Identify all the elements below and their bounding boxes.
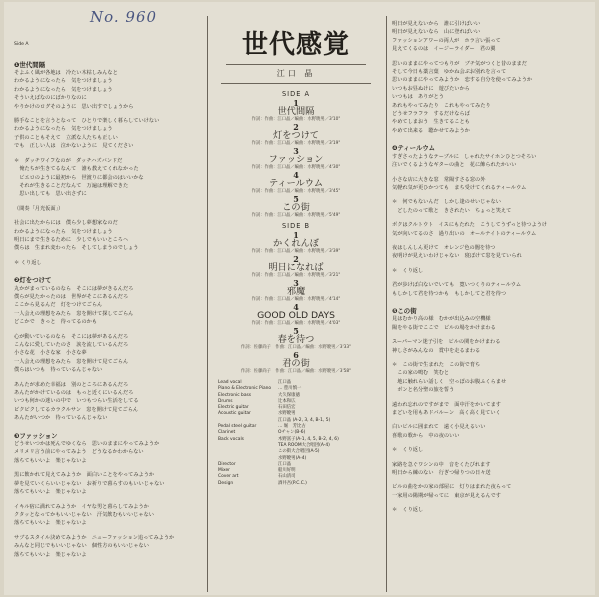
credit-name: … 豊川慎一 xyxy=(278,386,302,392)
lyric-line: ＊ 何でもないんだ しかし逢のせいじゃない xyxy=(392,199,501,206)
track-number: 2 xyxy=(293,254,299,264)
song-gap xyxy=(14,559,200,565)
song-gap xyxy=(392,135,582,141)
lyric-line: どしたのって歌と きされたい ちょっと笑えて xyxy=(392,207,512,214)
lyric-line: 社会に出たからには 僕ら少し夢想家なのだ xyxy=(14,220,118,227)
side-b-tracklist xyxy=(212,232,380,374)
right-lyrics-column xyxy=(392,20,582,590)
catalog-number-stamp: No. 960 xyxy=(90,8,158,26)
credit-role: Piano & Electronic Piano xyxy=(218,386,272,392)
credit-name: 辻本和広 xyxy=(278,398,296,404)
lyric-line: 一人会えの理想をみたら 窓を開けて探してごらん xyxy=(14,310,134,317)
lyric-line: 小さな花 小さな家 小さな夢 xyxy=(14,350,87,357)
track-credit: 作詞：作曲：江口晶／編曲：水野暁男／4'03" xyxy=(251,321,341,326)
credit-name: … 堀 芳比古 xyxy=(278,424,306,430)
credit-role: Drums xyxy=(218,398,233,404)
song-heading: ❺この街 xyxy=(392,306,417,315)
track-credit: 作詞：作曲：江口晶／編曲：水野暁男／3'19" xyxy=(251,141,341,146)
track-credit: 作詞：作曲：江口晶／編曲：水野暁男／4'14" xyxy=(251,297,341,302)
lyric-line: あんたがいつか 待っているんじゃない xyxy=(14,415,108,422)
song-heading: ❶世代間隔 xyxy=(14,60,45,69)
lyric-line: やめて出来る 聴かせてみようか xyxy=(392,127,470,134)
lyric-line: やりかけのログそのように 思い出すでしょうから xyxy=(14,103,134,110)
lyric-line: 夜明けが見えいわけじゃない 寝ぼけて窓を見ていられ xyxy=(392,253,522,260)
lyric-line: 君が歩けば白ないでいても 寛いつくりのティールウム xyxy=(392,282,522,289)
track-title: 世代間隔 xyxy=(277,106,315,117)
lyric-line: 落ちてもいいよ 楽じゃないよ xyxy=(14,551,87,558)
track-title: 明日になれば xyxy=(268,262,324,273)
track-item xyxy=(212,304,380,326)
lyric-line: ボンと名分聖の旅を誓う xyxy=(392,387,455,394)
lyric-line: ＊ くり返し xyxy=(392,447,424,454)
lyric-line: 見はむかり高の様 むかが出込みの空機様 xyxy=(392,316,491,323)
credit-row xyxy=(218,481,380,487)
lyric-line: すぎさったようなテーブルに しゃれたサイホンひとつそろい xyxy=(392,153,537,160)
lyric-line: ＊ ダッチワイフなのが ダッチハズバンドだ xyxy=(14,157,123,164)
lyric-line: ＊ この街で生まれた この街で育ち xyxy=(392,362,481,368)
lyric-line: 陽をやる街でここで ビルの場をかけまわる xyxy=(392,324,496,331)
lyric-line: 気が向いてるのさ 過り出いの オールナイトのティールウム xyxy=(392,230,537,237)
lyric-line: 夜はしんしん更けて オレンジ色の闇を待つ xyxy=(392,244,496,251)
lyric-line: 小さな店に大きな窓 常陽すさる窓の外 xyxy=(392,176,486,183)
track-title: ファッション xyxy=(268,154,324,165)
credit-name: 江口晶 xyxy=(278,380,292,385)
lyric-line: ビルの曲をかの家の部屋に 灯りはまれた夜らって xyxy=(392,484,512,491)
artist-name: 江口 晶 xyxy=(276,69,316,78)
track-number: 3 xyxy=(293,146,299,156)
track-number: 1 xyxy=(293,98,299,108)
lyric-line: 僕らは 生まれ変わったら そしてしまうのでしょう xyxy=(14,245,139,252)
lyric-line: みんなと同じでもいいじゃない 個性方のもいいじゃない xyxy=(14,543,149,550)
song-gap xyxy=(392,515,582,521)
lyric-line: 思いのままにやってみようか 恋する自分を使ってみようか xyxy=(392,77,533,84)
lyric-line: 気軽れ気が更ひかつても まち受けてくれるティールウム xyxy=(392,184,527,191)
lyric-line: 勝手なことを言うとなって ひとりで楽しく暮らしていけない xyxy=(14,118,160,125)
lyric-line: 俺たちが生きてるなんて 誰も教えてくれなかった xyxy=(14,166,139,173)
credit-name: 水野暁男(A-4) xyxy=(278,455,307,461)
credit-name: 船川好明 xyxy=(278,468,296,474)
track-title: かくれんぼ xyxy=(273,238,319,249)
credit-role: Clarinet xyxy=(218,430,236,436)
artist-rule xyxy=(221,83,371,84)
lyric-line: 夢を見ていくらいいじゃない お祈りで暮らすのもいいじゃない xyxy=(14,480,165,487)
side-a-label: SIDE A xyxy=(282,90,310,98)
track-number: 6 xyxy=(293,350,299,360)
lyric-line: ＊ くり返し xyxy=(14,259,42,266)
lyric-line: イキル宿に満れてみようか イヤな男と暮らしてみようか xyxy=(14,503,149,510)
left-side-label: Side A xyxy=(14,41,29,47)
track-number: 5 xyxy=(293,194,299,204)
lyric-line: ビエロのように最初から 世渡りに都会のはいいかな xyxy=(14,174,144,181)
track-item xyxy=(212,172,380,194)
credit-role: Back vocals xyxy=(218,436,244,442)
track-title: この街 xyxy=(282,202,310,213)
side-a-tracklist xyxy=(212,100,380,218)
lyric-line: そういえばなのにばかりなのに xyxy=(14,95,87,102)
lyric-line: どうせフラフラ するだけならば xyxy=(392,111,470,118)
track-credit: 作詞：作曲：江口晶／編曲：水野暁男／5'49" xyxy=(251,213,341,218)
lyric-line: 明日にまで生きるために 少しでもいいところヘ xyxy=(14,236,129,243)
credit-name: この街大合唱団(A-5) xyxy=(278,449,320,455)
lyric-line: 白いビルに囲まれて 遠く小見えるいい xyxy=(392,424,486,431)
lyric-line: それが生きることだなんて 万遍は理解できた xyxy=(14,182,129,189)
track-item xyxy=(212,328,380,350)
credit-name: 江口晶 (A-2, 3, 4, B-1, 5) xyxy=(278,417,331,423)
left-lyrics-column xyxy=(14,24,200,590)
side-b-label: SIDE B xyxy=(282,222,310,230)
lyric-line: ファッションアワーの両人が ホラ言い張って xyxy=(392,37,501,44)
track-number: 4 xyxy=(293,170,299,180)
track-credit: 作詞：作曲：江口晶／編曲：水野暁男／3'39" xyxy=(251,249,341,254)
song-gap xyxy=(392,298,582,304)
lyric-line: ボクはクルトウト イスにもたれた こうしてうずっと待つようけ xyxy=(392,222,548,229)
track-title: ティールウム xyxy=(268,178,324,189)
credit-role: Pedal steel guitar xyxy=(218,424,257,430)
lyric-line: でも 正しい人は 泣かないように 見てください xyxy=(14,143,134,150)
lyric-line: やめてしまおう 生きてることも xyxy=(392,119,470,126)
track-title: 灯をつけて xyxy=(273,130,319,141)
credit-name: 木野富子(A-1, 4, 5, B-2, 4, 6) xyxy=(278,436,339,442)
lyric-line: 注いでくるようなギターの曲と 花に飾られたかいい xyxy=(392,162,517,169)
lyric-line: わかるようになったら 気をつけましょう xyxy=(14,228,113,235)
track-item xyxy=(212,232,380,254)
track-number: 1 xyxy=(293,230,299,240)
track-number: 4 xyxy=(293,302,299,312)
lyric-line: クタッとなってかもいいじゃない 汗気飲むもいいじゃない xyxy=(14,511,154,518)
lyric-line: ＊ くり返し xyxy=(392,267,424,274)
lyric-line: あんたが求めた幸福は 別のところにあるんだろ xyxy=(14,381,129,388)
track-item xyxy=(212,148,380,170)
song-heading: ❷灯をつけて xyxy=(14,276,52,285)
lyric-line: ピクピクしてるカラクルサン 窓を開けて見てごらん xyxy=(14,406,139,413)
track-credit: 作詞：作曲：江口晶／編曲：水野暁男／4'30" xyxy=(251,165,341,170)
lyric-line: 一人会えの理想をみたら 窓を開けて見てごらん xyxy=(14,358,129,365)
lyric-line: あんたがかけているのは もっと近くにいるんだろ xyxy=(14,390,134,397)
credit-name: Oチャン(B-6) xyxy=(278,430,306,436)
track-item xyxy=(212,124,380,146)
lyric-line: （間奏「月光仮面」） xyxy=(14,205,64,212)
lyric-line: メリメリ言う前にやってみよう どうなるかわからない xyxy=(14,449,144,456)
lyric-line: 落ちてもいいよ 楽じゃないよ xyxy=(14,520,87,527)
lyric-line: 一家用の陽期が帰ってに 東京が見えるんです xyxy=(392,492,501,499)
song-gap xyxy=(14,423,200,429)
lyric-line: 明日が見えないなら 山に登ればいい xyxy=(392,29,481,36)
lyric-line: 思い出しても 思い出さずに xyxy=(14,191,87,198)
lyric-line: 地に触れらい話しく 空っぽのお腹ふくらませ xyxy=(392,378,507,385)
track-credit: 作詞：作曲：江口晶／編曲：水野暁男／3'45" xyxy=(251,189,341,194)
track-item xyxy=(212,280,380,302)
credit-role: Cover art xyxy=(218,474,239,480)
lyric-line: わかるようになったら 気をつけましょう xyxy=(14,86,113,93)
lyric-line: 心が動いているのなら そこには夢があるんだろ xyxy=(14,333,129,340)
lyric-line: 見えてくるのは イージーライダー 君の翼 xyxy=(392,46,496,53)
track-credit: 作詞：佐藤尚子 作曲：江口晶／編曲：水野暁男／3'33" xyxy=(240,345,352,350)
lyric-line: この家の鳴む 笑むと xyxy=(392,370,450,377)
track-credit: 作詞：作曲：江口晶／編曲：水野暁男／3'10" xyxy=(251,117,341,122)
track-item xyxy=(212,100,380,122)
lyric-line: どうせいつかは死んでゆくなら 思いのままにやってみようか xyxy=(14,441,160,448)
lyric-line: そよふく風が各地は 冷たい木枯しみんなと xyxy=(14,70,118,77)
credit-name: TEA ROOM大合唱団(A-4) xyxy=(278,442,330,448)
tracklist-panel xyxy=(212,18,380,592)
lyric-line: あれもやってみたり これもやってみたり xyxy=(392,102,491,109)
song-heading: ❸ファッション xyxy=(14,431,58,440)
lyric-line: 僕らはいつも 待っているんじゃない xyxy=(14,367,103,374)
lyric-line: 僕らが見たかったのは 世界がそこにあるんだろ xyxy=(14,293,129,300)
track-number: 5 xyxy=(293,326,299,336)
credit-role: Electric guitar xyxy=(218,405,249,411)
lyric-line: 明日が見えないから 誰に引けばいい xyxy=(392,21,481,27)
credit-name: 江口晶 xyxy=(278,461,292,467)
lyric-line: ここから見るんだ 灯をつけてごらん xyxy=(14,302,103,309)
credit-role: Electronic bass xyxy=(218,392,252,398)
track-title: GOOD OLD DAYS xyxy=(257,310,335,321)
track-item xyxy=(212,196,380,218)
track-title: 邪魔 xyxy=(286,286,306,297)
lyric-line: もしかして君を待つかも もしかしてと君を待つ xyxy=(392,290,507,297)
lyric-line: 子供のこともそえて 立派な人たちも正しい xyxy=(14,134,118,141)
credits-list xyxy=(212,380,380,487)
lyric-line: 思いのままにやってつもりが ブチ気がつくと昔のままだ xyxy=(392,60,527,67)
lyric-line: 神しさがみんなの 賞中を走るまわる xyxy=(392,347,481,354)
track-title: 春を待つ xyxy=(277,334,315,345)
lyric-line: そして今日も薬言葉 ゆかね会ぶお別れを言って xyxy=(392,69,507,76)
track-title: 君の街 xyxy=(282,358,310,369)
credit-name: 水野暁男 xyxy=(278,411,296,417)
lyric-line: サブるスタイル決めてみようか ニューファッション追ってみようか xyxy=(14,534,175,541)
track-item xyxy=(212,256,380,278)
credit-role: Director xyxy=(218,461,236,467)
lyric-line: 丸かがまっているのなら そこには夢がきるんだろ xyxy=(14,285,134,292)
credit-role: Design xyxy=(218,480,234,486)
track-credit: 作詞：佐藤尚子 作曲：江口晶／編曲：水野暁男／3'58" xyxy=(240,369,352,374)
credit-name: 石山清司 xyxy=(278,474,296,480)
lyric-line: わかるようになったら 気をつけましょう xyxy=(14,126,113,133)
lyric-line: 遠われ忘れのですがまで 面中汗をかいてます xyxy=(392,401,501,408)
credit-name: 石田信宏 xyxy=(278,405,296,411)
lyric-line: いつもは ありがとう xyxy=(392,94,444,101)
track-item xyxy=(212,352,380,374)
credit-role: Lead vocal xyxy=(218,380,242,385)
lyric-line: 家路を急ぐワシンの中 音をくたびれます xyxy=(392,461,491,468)
lyric-line: 落ちてもいいよ 楽じゃないよ xyxy=(14,489,87,496)
lyric-line: わかるようになったら 気をつけましょう xyxy=(14,78,113,85)
lyric-line: 喜歌の歌から 中の夜のいい xyxy=(392,432,460,439)
lyric-line: いつもお昼ぬけに 遊びたいから xyxy=(392,85,470,92)
lyric-line: 明日から練のない 行ぎつ帰りつの日々送 xyxy=(392,470,491,477)
lyric-line: スーパーマン迷子引を ビルの関をかけまわる xyxy=(392,339,501,346)
lyric-line: 落ちてもいいよ 楽じゃないよ xyxy=(14,457,87,464)
lyric-line: 黒に飲かれて見えてみようか 面白いことをやってみようか xyxy=(14,472,155,479)
album-title: 世代感覚 xyxy=(241,30,350,60)
credit-name: 酒井吾(P.C.C.) xyxy=(278,480,307,486)
credit-role: Acoustic guitar xyxy=(218,411,251,417)
lyric-line: いつも何かの迷いの中で いつもつらい生活をしてる xyxy=(14,398,139,405)
track-credit: 作詞：作曲：江口晶／編曲：水野暁男／3'21" xyxy=(251,273,341,278)
song-gap xyxy=(14,267,200,273)
lyric-line: こんなに愛していたのさ 涙を流しているんだろ xyxy=(14,342,129,348)
track-number: 2 xyxy=(293,122,299,132)
right-divider xyxy=(386,16,387,592)
lyric-line: まどいを用もあドバルーン 高く高く見ていく xyxy=(392,410,501,417)
credit-name: 大久保康徳 xyxy=(278,392,300,398)
credit-role: Mixer xyxy=(218,468,230,474)
lyric-line: どこかで きっと 待ってるのかも xyxy=(14,319,98,326)
title-rule xyxy=(226,64,366,65)
lyric-line: ＊ くり返し xyxy=(392,507,424,514)
track-number: 3 xyxy=(293,278,299,288)
left-divider xyxy=(207,16,208,592)
song-heading: ❹ティールウム xyxy=(392,144,436,153)
